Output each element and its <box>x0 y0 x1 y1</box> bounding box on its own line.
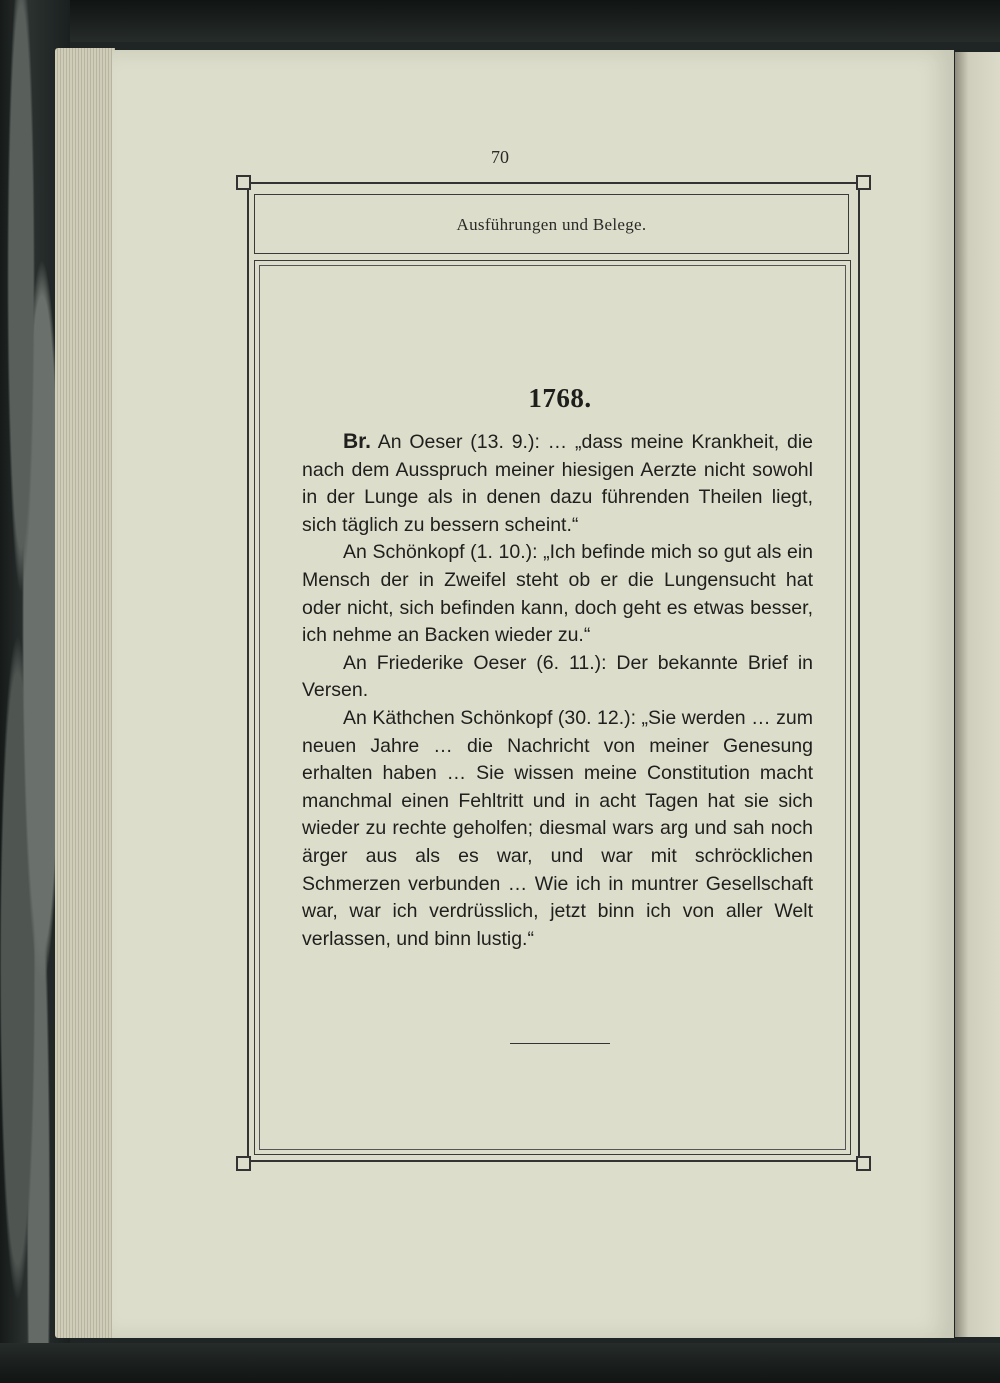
paragraph-lead: Br. <box>343 430 372 453</box>
paragraph <box>302 539 813 649</box>
facing-page-edge <box>955 52 1000 1337</box>
section-end-rule <box>510 1043 610 1044</box>
paragraph-text: An Käthchen Schönkopf (30. 12.): „Sie werden … zum neuen Jahre … die Nachricht von meiner Genesung erhalten haben … Sie wissen meine Constitution macht manchmal einen Fehltritt und in acht Tagen hat sie sich wieder zu rechte geholfen; diesmal wars arg und sah noch ärger aus als es war, und war mit schröcklichen Schmerzen verbunden … Wie ich in muntrer Gesellschaft war, war ich verdrüsslich, jetzt binn ich von aller Welt verlassen, und binn lustig.“ <box>302 706 813 950</box>
paragraph-text: An Friederike Oeser (6. 11.): Der bekannte Brief in Versen. <box>302 651 813 702</box>
body-text <box>302 428 813 953</box>
section-year-heading: 1768. <box>528 383 592 413</box>
book-cover-bottom <box>0 1343 1000 1383</box>
paragraph-text: An Oeser (13. 9.): … „dass meine Krankheit, die nach dem Ausspruch meiner hiesigen Aerzte nicht sowohl in der Lunge als in denen dazu führenden Theilen liegt, sich täglich zu bessern scheint.“ <box>302 431 813 536</box>
book-cover-top <box>0 0 1000 42</box>
page-number: 70 <box>491 147 509 167</box>
frame-corner-bottom-left <box>236 1156 251 1171</box>
paragraph-text: An Schönkopf (1. 10.): „Ich befinde mich so gut als ein Mensch der in Zweifel steht ob er die Lungensucht hat oder nicht, sich befinden kann, doch geht es etwas besser, ich nehme an Backen wieder zu.“ <box>302 541 813 647</box>
paragraph <box>302 650 813 705</box>
running-header: Ausführungen und Belege. <box>456 215 647 234</box>
paragraph <box>302 705 813 953</box>
frame-corner-top-left <box>236 175 251 190</box>
page-edges <box>55 48 115 1338</box>
frame-corner-bottom-right <box>856 1156 871 1171</box>
paragraph <box>302 428 813 539</box>
frame-corner-top-right <box>856 175 871 190</box>
